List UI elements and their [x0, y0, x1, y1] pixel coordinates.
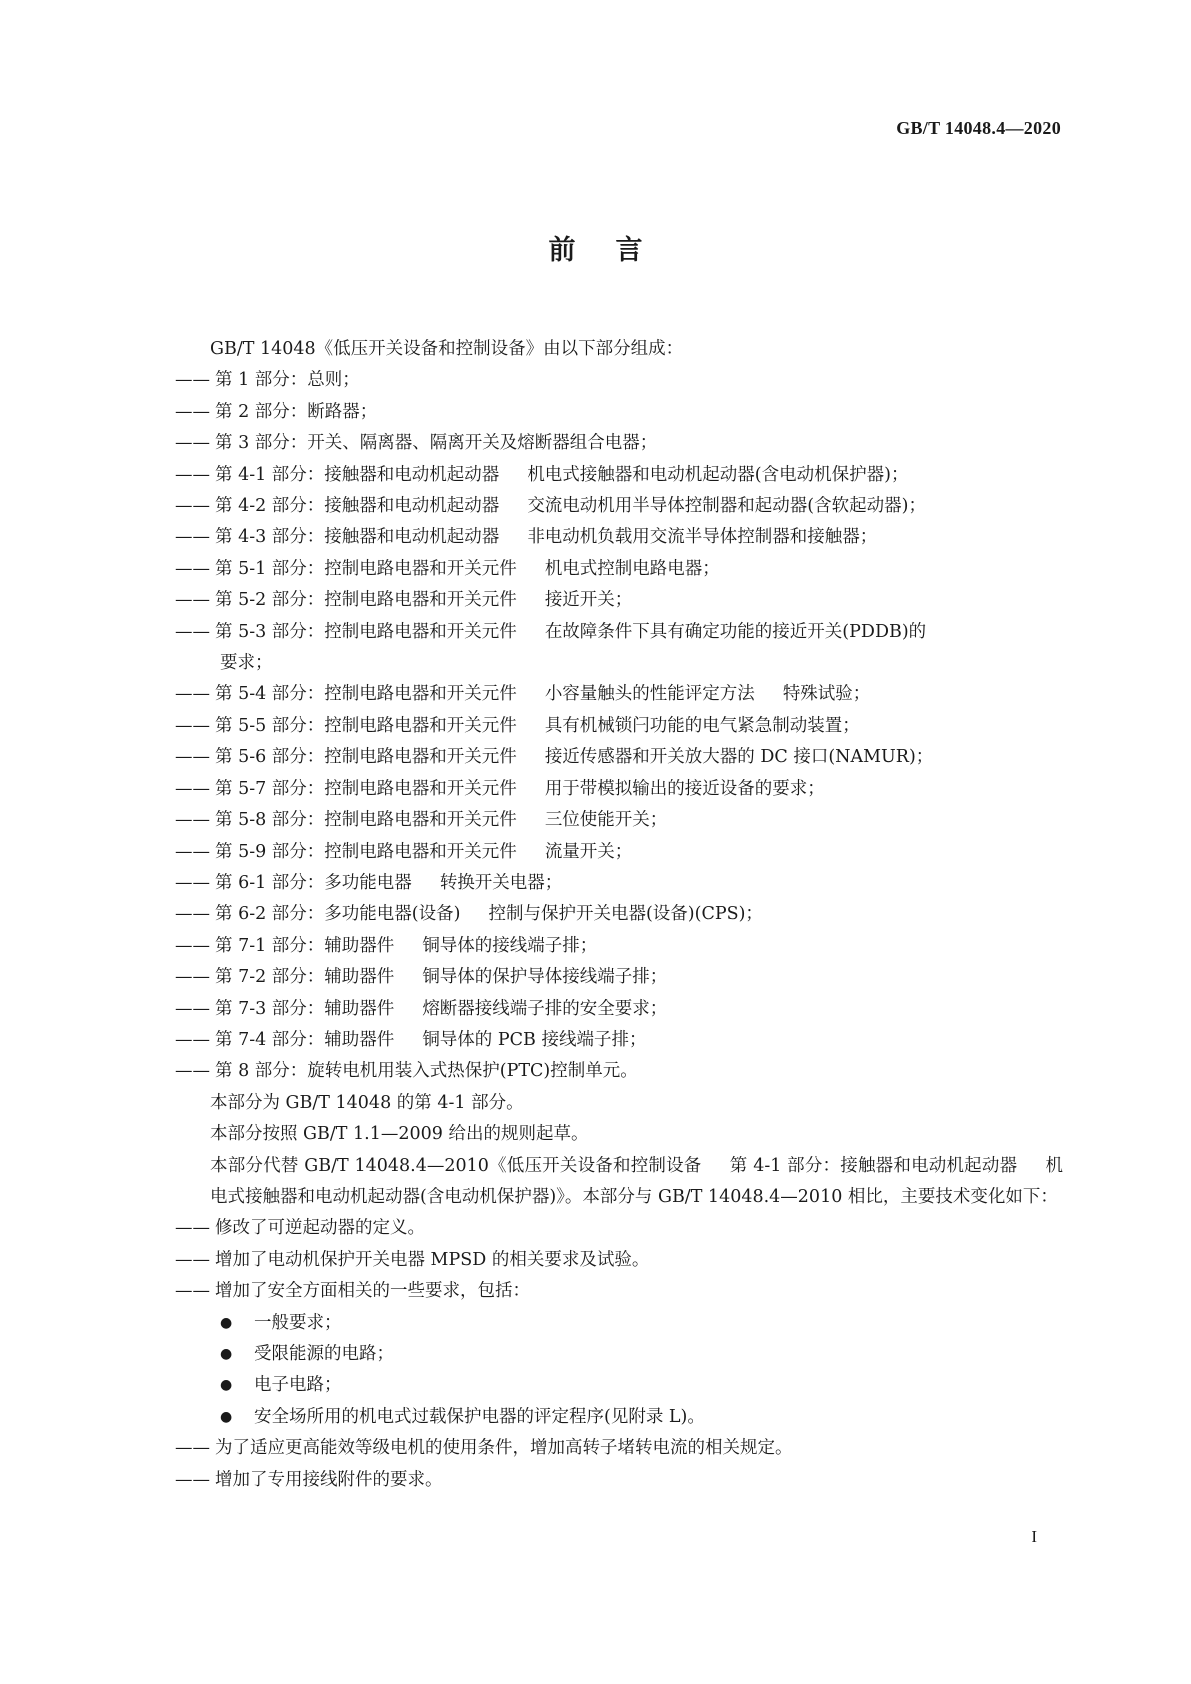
list-item-text: 铜导体的保护导体接线端子排；	[422, 967, 668, 988]
part-item	[175, 899, 1063, 930]
list-item-text: 第 8 部分：旋转电机用装入式热保护(PTC)控制单元。	[215, 1061, 638, 1082]
list-item-text: 机电式接触器和电动机起动器(含电动机保护器)；	[527, 464, 909, 485]
part-item	[175, 931, 1063, 962]
list-item-text: 修改了可逆起动器的定义。	[215, 1218, 425, 1239]
dash-mark: ——	[175, 433, 210, 454]
replaces-text-b: 第 4-1 部分：接触器和电动机起动器	[729, 1155, 1018, 1176]
dash-mark: ——	[175, 715, 210, 736]
part-item	[175, 522, 1063, 553]
part-item	[175, 679, 1063, 710]
bullet-text: 电子电路；	[254, 1375, 342, 1396]
paragraph-replaces	[175, 1151, 1063, 1214]
intro-paragraph: GB/T 14048《低压开关设备和控制设备》由以下部分组成：	[210, 339, 684, 359]
list-item-text: 第 4-3 部分：接触器和电动机起动器	[215, 527, 500, 548]
change-item	[175, 1433, 1063, 1464]
dash-mark: ——	[175, 904, 210, 925]
changes-list	[175, 1213, 1063, 1307]
change-item	[175, 1245, 1063, 1276]
part-item	[175, 1025, 1063, 1056]
part-item	[175, 491, 1063, 522]
change-item	[175, 1213, 1063, 1244]
list-item-text: 铜导体的 PCB 接线端子排；	[422, 1029, 647, 1050]
paragraph-this-part: 本部分为 GB/T 14048 的第 4-1 部分。	[210, 1092, 524, 1113]
dash-mark: ——	[175, 810, 210, 831]
changes-after-list	[175, 1433, 1063, 1496]
list-item-text: 在故障条件下具有确定功能的接近开关(PDDB)的	[544, 621, 927, 642]
dash-mark: ——	[175, 872, 210, 893]
list-item-text: 第 5-6 部分：控制电路电器和开关元件	[215, 747, 517, 768]
list-item-text: 用于带模拟输出的接近设备的要求；	[544, 778, 825, 799]
list-item-text: 小容量触头的性能评定方法	[544, 684, 755, 705]
list-item-text: 第 4-2 部分：接触器和电动机起动器	[215, 496, 500, 517]
list-item-text: 交流电动机用半导体控制器和起动器(含软起动器)；	[527, 496, 926, 517]
list-item-text: 第 5-9 部分：控制电路电器和开关元件	[215, 841, 517, 862]
list-item-text: 第 7-4 部分：辅助器件	[215, 1029, 395, 1050]
bullet-item	[175, 1308, 1063, 1339]
list-item-text: 铜导体的接线端子排；	[422, 935, 598, 956]
list-item-text: 第 5-5 部分：控制电路电器和开关元件	[215, 715, 517, 736]
bullet-text: 安全场所用的机电式过载保护电器的评定程序(见附录 L)。	[254, 1406, 705, 1427]
dash-mark: ——	[175, 1281, 210, 1302]
list-item-text: 第 5-4 部分：控制电路电器和开关元件	[215, 684, 517, 705]
list-item-text: 熔断器接线端子排的安全要求；	[422, 998, 668, 1019]
part-item	[175, 365, 1063, 396]
list-item-text: 三位使能开关；	[544, 810, 668, 831]
dash-mark: ——	[175, 370, 210, 391]
dash-mark: ——	[175, 747, 210, 768]
list-item-text: 第 5-2 部分：控制电路电器和开关元件	[215, 590, 517, 611]
list-item-text: 非电动机负载用交流半导体控制器和接触器；	[527, 527, 878, 548]
list-item-text: 特殊试验；	[782, 684, 871, 705]
bullet-item	[175, 1339, 1063, 1370]
dash-mark: ——	[175, 401, 210, 422]
change-item	[175, 1465, 1063, 1496]
list-item-text: 第 5-8 部分：控制电路电器和开关元件	[215, 810, 517, 831]
replaces-text-a: 本部分代替 GB/T 14048.4—2010《低压开关设备和控制设备	[210, 1155, 702, 1176]
bullet-item	[175, 1370, 1063, 1401]
list-item-text: 接近开关；	[544, 590, 633, 611]
list-item-text: 接近传感器和开关放大器的 DC 接口(NAMUR)；	[544, 747, 934, 768]
dash-mark: ——	[175, 967, 210, 988]
list-item-text: 第 3 部分：开关、隔离器、隔离开关及熔断器组合电器；	[215, 433, 658, 454]
dash-mark: ——	[175, 1218, 210, 1239]
bullet-item	[175, 1402, 1063, 1433]
dash-mark: ——	[175, 527, 210, 548]
document-body	[175, 334, 1063, 1496]
dash-mark: ——	[175, 558, 210, 579]
bullet-icon: ●	[220, 1346, 233, 1362]
list-item-text: 转换开关电器；	[439, 872, 563, 893]
list-item-text: 第 1 部分：总则；	[215, 370, 360, 391]
list-item-text: 第 2 部分：断路器；	[215, 401, 378, 422]
dash-mark: ——	[175, 590, 210, 611]
dash-mark: ——	[175, 621, 210, 642]
bullet-text: 一般要求；	[254, 1312, 342, 1333]
list-item-text: 具有机械锁闩功能的电气紧急制动装置；	[544, 715, 860, 736]
list-item-text: 第 4-1 部分：接触器和电动机起动器	[215, 464, 500, 485]
dash-mark: ——	[175, 1438, 210, 1459]
bullet-icon: ●	[220, 1377, 233, 1394]
list-item-text: 第 5-7 部分：控制电路电器和开关元件	[215, 778, 517, 799]
replaces-text-c: 机电式接触器和电动机起动器(含电动机保护器)》。本部分与 GB/T 14048.4—2010 相比，主要技术变化如下：	[210, 1155, 1064, 1207]
dash-mark: ——	[175, 464, 210, 485]
bullet-list	[175, 1308, 1063, 1434]
dash-mark: ——	[175, 1249, 210, 1270]
part-item	[175, 805, 1063, 836]
page-title: 前言	[548, 235, 683, 266]
list-item-text: 机电式控制电路电器；	[544, 558, 720, 579]
list-item-text: 增加了电动机保护开关电器 MPSD 的相关要求及试验。	[215, 1249, 650, 1270]
paragraph-drafting: 本部分按照 GB/T 1.1—2009 给出的规则起草。	[210, 1124, 589, 1145]
bullet-icon: ●	[220, 1408, 233, 1425]
standard-number: GB/T 14048.4—2020	[896, 118, 1061, 138]
page-number: I	[1031, 1527, 1037, 1546]
list-item-text: 流量开关；	[544, 841, 633, 862]
list-item-text: 第 5-1 部分：控制电路电器和开关元件	[215, 558, 517, 579]
dash-mark: ——	[175, 1469, 210, 1490]
part-item	[175, 460, 1063, 491]
dash-mark: ——	[175, 998, 210, 1019]
part-item	[175, 1056, 1063, 1087]
parts-list	[175, 365, 1063, 1087]
change-item	[175, 1276, 1063, 1307]
list-item-text: 第 6-1 部分：多功能电器	[215, 872, 412, 893]
part-item	[175, 994, 1063, 1025]
part-item-continuation: 要求；	[220, 653, 273, 674]
dash-mark: ——	[175, 496, 210, 517]
bullet-icon: ●	[220, 1314, 233, 1331]
part-item	[175, 554, 1063, 585]
bullet-text: 受限能源的电路；	[254, 1344, 394, 1364]
list-item-text: 第 7-3 部分：辅助器件	[215, 998, 395, 1019]
part-item	[175, 397, 1063, 428]
part-item	[175, 962, 1063, 993]
list-item-text: 第 7-1 部分：辅助器件	[215, 935, 395, 956]
list-item-text: 第 7-2 部分：辅助器件	[215, 967, 395, 988]
part-item	[175, 711, 1063, 742]
dash-mark: ——	[175, 1061, 210, 1082]
dash-mark: ——	[175, 778, 210, 799]
list-item-text: 控制与保护开关电器(设备)(CPS)；	[488, 904, 763, 925]
part-item	[175, 742, 1063, 773]
part-item	[175, 585, 1063, 616]
list-item-text: 增加了专用接线附件的要求。	[215, 1469, 443, 1490]
part-item	[175, 868, 1063, 899]
part-item	[175, 617, 1063, 648]
dash-mark: ——	[175, 935, 210, 956]
list-item-text: 第 6-2 部分：多功能电器(设备)	[215, 904, 461, 925]
list-item-text: 增加了安全方面相关的一些要求，包括：	[215, 1281, 530, 1302]
list-item-text: 为了适应更高能效等级电机的使用条件，增加高转子堵转电流的相关规定。	[215, 1438, 793, 1459]
dash-mark: ——	[175, 1029, 210, 1050]
dash-mark: ——	[175, 684, 210, 705]
list-item-text: 第 5-3 部分：控制电路电器和开关元件	[215, 621, 517, 642]
part-item	[175, 428, 1063, 459]
part-item	[175, 774, 1063, 805]
dash-mark: ——	[175, 841, 210, 862]
part-item	[175, 837, 1063, 868]
